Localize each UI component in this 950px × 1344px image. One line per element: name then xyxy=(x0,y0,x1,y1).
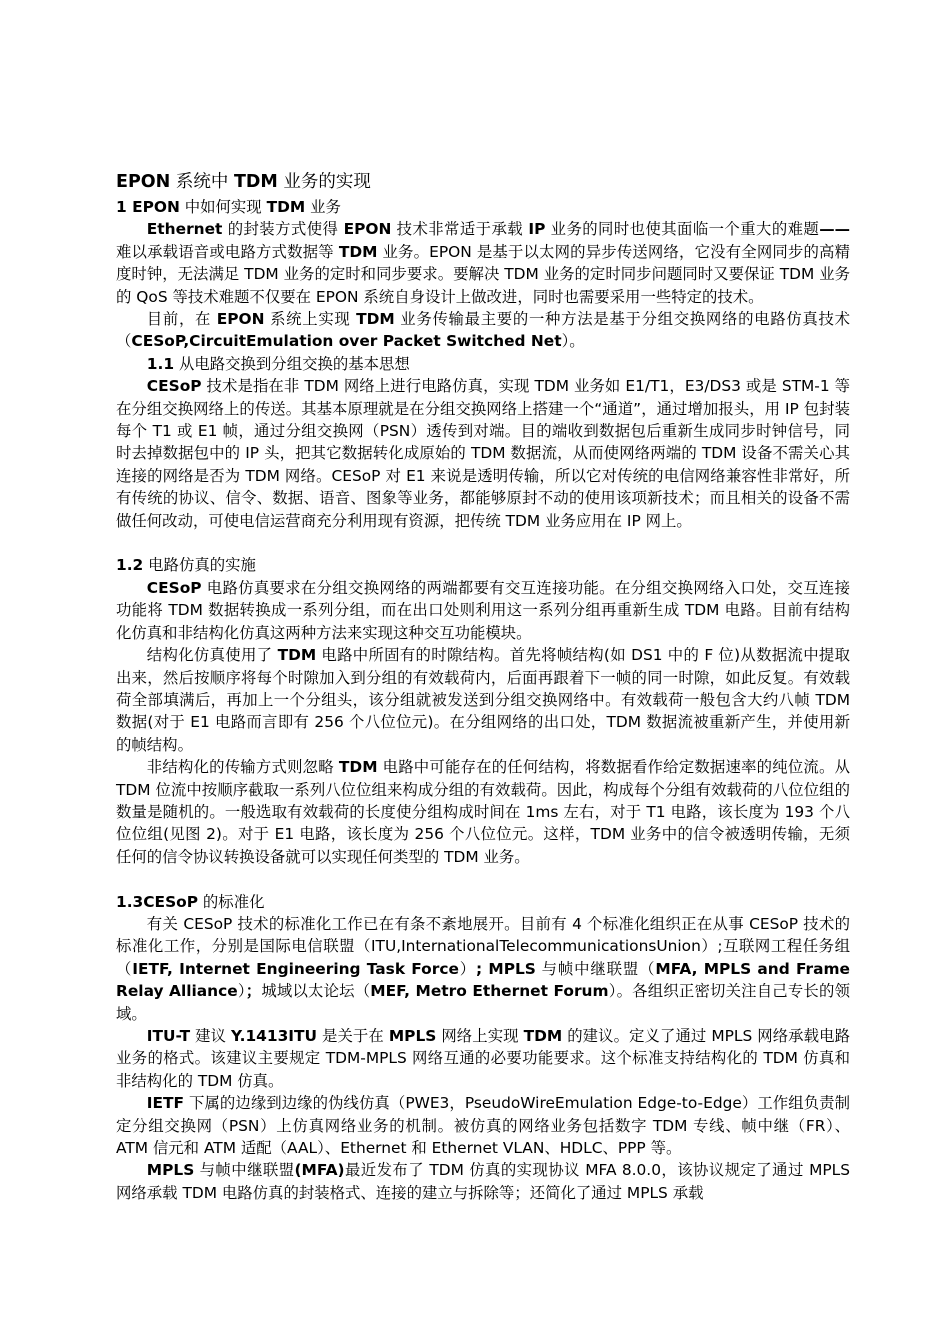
paragraph-unstructured-emulation xyxy=(116,756,850,868)
paragraph-ethernet-encapsulation xyxy=(116,218,850,308)
text: 是关于在 xyxy=(317,1027,389,1045)
text: 业务的同时也使其面临一个重大的难题 xyxy=(545,220,820,239)
heading-bold: TDM xyxy=(266,198,306,216)
text-bold: TDM xyxy=(277,646,317,665)
text-bold: IETF, Internet Engineering Task Force xyxy=(132,959,459,978)
text: 城域以太论坛（ xyxy=(261,982,371,1001)
text-bold: EPON xyxy=(216,310,265,329)
text: 电路中所固有的时隙结构。首先将帧结构(如 DS1 中的 F 位)从数据流中提取出来，然后按顺序将每个时隙加入到分组的有效载荷内，后面再跟着下一帧的同一时隙，如此反复。有效载荷全部填满后，再加上一个分组头，该分组就被发送到分组交换网络中。有效载荷一般包含大约八帧 TDM 数据(对于 E1 电路而言即有 256 个八位位元)。在分组网络的出口处，TDM 数据流被重新产生，并使用新的帧结构。 xyxy=(116,646,850,754)
section-heading-1 xyxy=(116,196,850,218)
text: 目前，在 xyxy=(146,310,217,329)
text: 技术非常适于承载 xyxy=(391,220,529,239)
text: 业务。EPON 是基于以太网的异步传送网络，它没有全网同步的高精度时钟，无法满足 TDM 业务的定时和同步要求。要解决 TDM 业务的定时同步问题同时又要保证 TDM 业务的 QoS 等技术难题不仅要在 EPON 系统自身设计上做改进，同时也需要采用一些特定的技术。 xyxy=(116,242,850,306)
text: 业务传输最主要的一种方法是基于分组交换网络的电路仿真技术（ xyxy=(116,310,850,351)
paragraph-cesop-definition xyxy=(116,375,850,532)
text-bold: IETF xyxy=(146,1094,185,1113)
text: 有关 CESoP 技术的标准化工作已在有条不紊地展开。目前有 4 个标准化组织正在从事 CESoP 技术的标准化工作，分别是国际电信联盟（ITU,InternationalTelecommunicationsUnion）;互联网工程任务组（ xyxy=(116,914,850,978)
text: 非结构化的传输方式则忽略 xyxy=(146,758,339,777)
heading-bold: 1.1 xyxy=(146,354,175,373)
text-bold: TDM xyxy=(338,758,378,777)
text: ）。 xyxy=(561,332,585,351)
text: ）。各组织正密切关注自己专长的领域。 xyxy=(116,982,850,1023)
heading-text: 从电路交换到分组交换的基本思想 xyxy=(174,354,410,373)
text: 最近发布了 TDM 仿真的实现协议 MFA 8.0.0，该协议规定了通过 MPLS 网络承载 TDM 电路仿真的封装格式、连接的建立与拆除等；还简化了通过 MPLS 承载 xyxy=(116,1161,850,1202)
text-bold: TDM xyxy=(338,242,378,261)
text-bold: ; MPLS xyxy=(476,959,536,978)
text: 电路仿真要求在分组交换网络的两端都要有交互连接功能。在分组交换网络入口处，交互连接功能将 TDM 数据转换成一系列分组，而在出口处则利用这一系列分组再重新生成 TDM 电路。目前有结构化仿真和非结构化仿真这两种方法来实现这种交互功能模块。 xyxy=(116,578,850,642)
title-text-bold: EPON xyxy=(116,172,171,192)
heading-bold: 1 EPON xyxy=(116,198,180,216)
text-bold: MPLS xyxy=(388,1027,437,1045)
text: 系统上实现 xyxy=(264,310,357,329)
text: 与帧中继联盟（ xyxy=(535,959,656,978)
text-bold: (MFA) xyxy=(294,1161,345,1180)
text-bold: MPLS xyxy=(146,1161,195,1180)
text-bold: ； xyxy=(245,982,262,1001)
text-bold: CESoP xyxy=(146,578,202,597)
text: 网络上实现 xyxy=(436,1027,524,1045)
blank-line xyxy=(116,868,850,890)
text: 的建议。定义了通过 MPLS 网络承载电路业务的格式。该建议主要规定 TDM-MPLS 网络互通的必要功能要求。这个标准支持结构化的 TDM 仿真和非结构化的 TDM 仿真。 xyxy=(116,1027,850,1090)
text-bold: MFA, MPLS and Frame Relay Alliance xyxy=(116,959,850,1001)
document-page xyxy=(116,170,850,1204)
text: 难以承载语音或电路方式数据等 xyxy=(116,242,339,261)
text-bold: MEF, Metro Ethernet Forum xyxy=(370,982,609,1001)
paragraph-mpls-mfa xyxy=(116,1159,850,1204)
text: 建议 xyxy=(190,1027,232,1045)
text-bold: TDM xyxy=(356,310,395,329)
text: 结构化仿真使用了 xyxy=(146,646,278,665)
text: ） xyxy=(458,959,477,978)
paragraph-circuit-emulation xyxy=(116,577,850,644)
text-bold: Y.1413ITU xyxy=(231,1027,318,1045)
title-text: 系统中 xyxy=(170,172,234,192)
text-bold: IP xyxy=(528,220,546,239)
text-bold: CESoP,CircuitEmulation over Packet Switched Net xyxy=(131,332,562,351)
paragraph-itu-t xyxy=(116,1025,850,1092)
text-bold: TDM xyxy=(523,1027,563,1045)
text-bold: ITU-T xyxy=(146,1027,191,1045)
text: 的封装方式使得 xyxy=(222,220,344,239)
paragraph-standardization xyxy=(116,913,850,1025)
heading-text: 中如何实现 xyxy=(179,198,267,216)
heading-text: 电路仿真的实施 xyxy=(143,556,256,575)
heading-bold: 1.2 xyxy=(116,556,144,575)
text-bold: CESoP xyxy=(146,377,202,396)
paragraph-cesop-method xyxy=(116,308,850,353)
section-heading-1-1 xyxy=(116,353,850,375)
heading-text: 的标准化 xyxy=(198,892,265,911)
text: ） xyxy=(237,982,246,1001)
text: 电路中可能存在的任何结构，将数据看作给定数据速率的纯位流。从 TDM 位流中按顺序截取一系列八位位组来构成分组的有效载荷。因此，构成每个分组有效载荷的八位位组的数量是随机的。一般选取有效载荷的长度使分组构成时间在 1ms 左右，对于 T1 电路，该长度为 193 个八位位组(见图 2)。对于 E1 电路，该长度为 256 个八位位元。这样，TDM 业务中的信令被透明传输，无须任何的信令协议转换设备就可以实现任何类型的 TDM 业务。 xyxy=(116,758,850,866)
title-text: 业务的实现 xyxy=(277,172,371,192)
section-heading-1-2 xyxy=(116,554,850,576)
section-heading-1-3 xyxy=(116,891,850,913)
title-text-bold: TDM xyxy=(233,172,278,192)
heading-text: 业务 xyxy=(305,198,341,216)
text-bold: EPON xyxy=(343,220,392,239)
document-title xyxy=(116,170,850,194)
text: 下属的边缘到边缘的伪线仿真（PWE3，PseudoWireEmulation Edge-to-Edge）工作组负责制定分组交换网（PSN）上仿真网络业务的机制。被仿真的网络业务包括数字 TDM 专线、帧中继（FR）、ATM 信元和 ATM 适配（AAL）、Ethernet 和 Ethernet VLAN、HDLC、PPP 等。 xyxy=(116,1094,850,1158)
heading-bold: 1.3CESoP xyxy=(116,892,199,911)
paragraph-ietf xyxy=(116,1092,850,1159)
text-bold: Ethernet xyxy=(146,220,223,239)
blank-line xyxy=(116,532,850,554)
text: 与帧中继联盟 xyxy=(194,1161,295,1180)
text: 技术是指在非 TDM 网络上进行电路仿真，实现 TDM 业务如 E1/T1，E3/DS3 或是 STM-1 等在分组交换网络上的传送。其基本原理就是在分组交换网络上搭建一个“通道”，通过增加报头，用 IP 包封装每个 T1 或 E1 帧，通过分组交换网（PSN）透传到对端。目的端收到数据包后重新生成同步时钟信号，同时去掉数据包中的 IP 头，把其它数据转化成原始的 TDM 数据流，从而使网络两端的 TDM 设备不需关心其连接的网络是否为 TDM 网络。CESoP 对 E1 来说是透明传输，所以它对传统的电信网络兼容性非常好，所有传统的协议、信令、数据、语音、图象等业务，都能够原封不动的使用该项新技术；而且相关的设备不需做任何改动，可使电信运营商充分利用现有资源，把传统 TDM 业务应用在 IP 网上。 xyxy=(116,377,850,530)
text-bold: —— xyxy=(819,220,850,239)
paragraph-structured-emulation xyxy=(116,644,850,756)
